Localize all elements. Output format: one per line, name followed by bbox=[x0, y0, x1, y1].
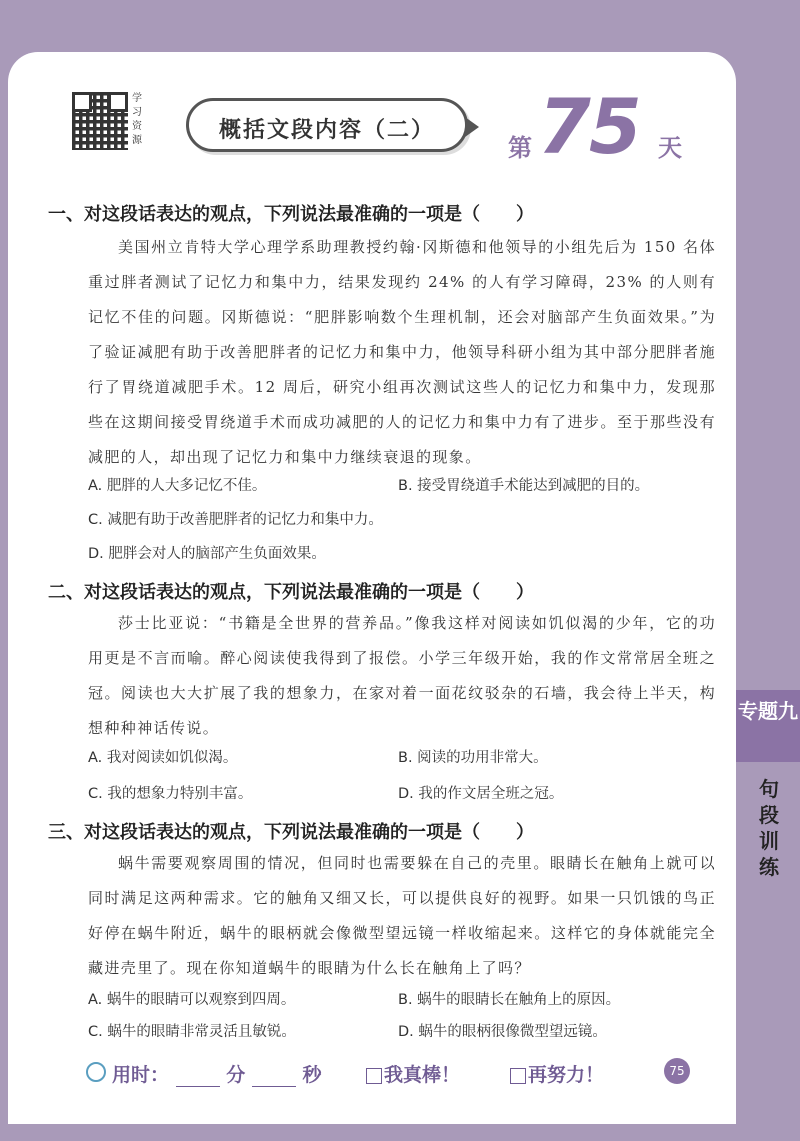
minute-blank[interactable] bbox=[176, 1068, 220, 1087]
question-3-option-b[interactable]: B. 蜗牛的眼睛长在触角上的原因。 bbox=[398, 992, 621, 1008]
side-strip bbox=[736, 52, 800, 1124]
question-2-option-c[interactable]: C. 我的想象力特别丰富。 bbox=[88, 786, 253, 802]
time-label: 用时： bbox=[112, 1064, 170, 1086]
question-1-option-d[interactable]: D. 肥胖会对人的脑部产生负面效果。 bbox=[88, 546, 326, 562]
topic-tab[interactable] bbox=[736, 690, 800, 762]
topic-tab-subtitle: 句段训练 bbox=[759, 777, 779, 879]
question-2-option-b[interactable]: B. 阅读的功用非常大。 bbox=[398, 750, 548, 766]
second-blank[interactable] bbox=[252, 1068, 296, 1087]
page-number: 75 bbox=[664, 1058, 690, 1084]
try-label: 再努力！ bbox=[528, 1064, 605, 1086]
minute-label: 分 bbox=[226, 1064, 246, 1086]
question-2-option-d[interactable]: D. 我的作文居全班之冠。 bbox=[398, 786, 564, 802]
day-number: 75 bbox=[538, 82, 640, 171]
footer-try[interactable] bbox=[510, 1060, 604, 1087]
question-1-option-b[interactable]: B. 接受胃绕道手术能达到减肥的目的。 bbox=[398, 478, 650, 494]
footer-time bbox=[112, 1060, 322, 1087]
good-label: 我真棒！ bbox=[384, 1064, 461, 1086]
question-3-prompt: 三、对这段话表达的观点，下列说法最准确的一项是（ ） bbox=[48, 822, 534, 843]
question-3-option-a[interactable]: A. 蜗牛的眼睛可以观察到四周。 bbox=[88, 992, 296, 1008]
footer-good[interactable] bbox=[366, 1060, 460, 1087]
qr-label: 学习资源 bbox=[132, 93, 142, 146]
day-prefix: 第 bbox=[508, 133, 532, 162]
question-1-passage: 美国州立肯特大学心理学系助理教授约翰·冈斯德和他领导的小组先后为 150 名体重过胖者测试了记忆力和集中力，结果发现约 24% 的人有学习障碍，23% 的人则有记忆不佳的问题。冈斯德说：“肥胖影响数个生理机制，还会对脑部产生负面效果。”为了验证减肥有助于改善肥胖者的记忆力和集中力，他领导科研小组为其中部分肥胖者施行了胃绕道减肥手术。12 周后，研究小组再次测试这些人的记忆力和集中力，发现那些在这期间接受胃绕道手术而成功减肥的人的记忆力和集中力有了进步。至于那些没有减肥的人，却出现了记忆力和集中力继续衰退的现象。 bbox=[88, 238, 716, 466]
lesson-title: 概括文段内容（二） bbox=[219, 117, 436, 143]
qr-code-icon[interactable] bbox=[72, 92, 128, 150]
good-checkbox[interactable] bbox=[366, 1068, 382, 1084]
day-suffix: 天 bbox=[658, 133, 682, 162]
question-2-passage: 莎士比亚说：“书籍是全世界的营养品。”像我这样对阅读如饥似渴的少年，它的功用更是不言而喻。醉心阅读使我得到了报偿。小学三年级开始，我的作文常常居全班之冠。阅读也大大扩展了我的想象力，在家对着一面花纹驳杂的石墙，我会待上半天，构想种种神话传说。 bbox=[88, 614, 716, 737]
lesson-title-box bbox=[186, 98, 468, 152]
clock-icon bbox=[86, 1062, 106, 1082]
question-1-prompt: 一、对这段话表达的观点，下列说法最准确的一项是（ ） bbox=[48, 204, 534, 225]
try-checkbox[interactable] bbox=[510, 1068, 526, 1084]
question-1-option-c[interactable]: C. 减肥有助于改善肥胖者的记忆力和集中力。 bbox=[88, 512, 383, 528]
second-label: 秒 bbox=[302, 1064, 322, 1086]
question-3-option-d[interactable]: D. 蜗牛的眼柄很像微型望远镜。 bbox=[398, 1024, 607, 1040]
question-3-option-c[interactable]: C. 蜗牛的眼睛非常灵活且敏锐。 bbox=[88, 1024, 296, 1040]
question-1-option-a[interactable]: A. 肥胖的人大多记忆不佳。 bbox=[88, 478, 267, 494]
question-2-prompt: 二、对这段话表达的观点，下列说法最准确的一项是（ ） bbox=[48, 582, 534, 603]
question-2-option-a[interactable]: A. 我对阅读如饥似渴。 bbox=[88, 750, 238, 766]
topic-tab-title: 专题九 bbox=[738, 699, 798, 723]
question-3-passage: 蜗牛需要观察周围的情况，但同时也需要躲在自己的壳里。眼睛长在触角上就可以同时满足这两种需求。它的触角又细又长，可以提供良好的视野。如果一只饥饿的鸟正好停在蜗牛附近，蜗牛的眼柄就会像微型望远镜一样收缩起来。这样它的身体就能完全藏进壳里了。现在你知道蜗牛的眼睛为什么长在触角上了吗？ bbox=[88, 854, 716, 977]
